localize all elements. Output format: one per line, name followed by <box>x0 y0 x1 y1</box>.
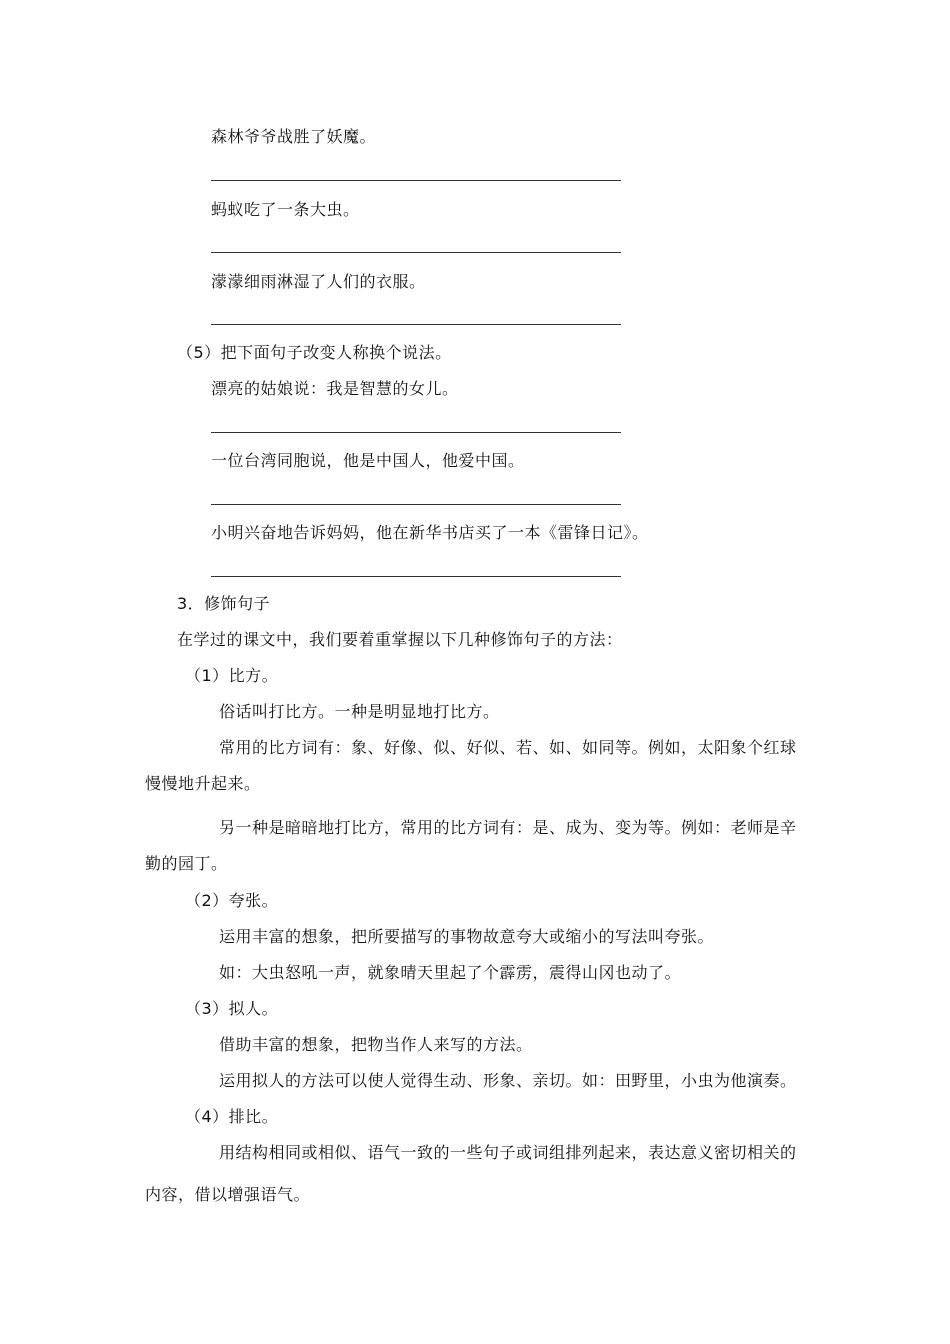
answer-blank-line[interactable] <box>211 324 621 325</box>
exercise-sentence: 蚂蚁吃了一条大虫。 <box>211 200 360 219</box>
paragraph: 如：大虫怒吼一声，就象晴天里起了个霹雳，震得山冈也动了。 <box>219 963 682 982</box>
exercise-sentence: 一位台湾同胞说，他是中国人，他爱中国。 <box>211 451 525 470</box>
subsection-heading-parallelism: （4）排比。 <box>185 1107 279 1126</box>
paragraph: 另一种是暗暗地打比方，常用的比方词有：是、成为、变为等。例如：老师是辛 <box>219 818 797 837</box>
answer-blank-line[interactable] <box>211 180 621 181</box>
exercise-sentence: 小明兴奋地告诉妈妈，他在新华书店买了一本《雷锋日记》。 <box>211 523 649 542</box>
answer-blank-line[interactable] <box>211 252 621 253</box>
answer-blank-line[interactable] <box>211 576 621 577</box>
paragraph: 常用的比方词有：象、好像、似、好似、若、如、如同等。例如，太阳象个红球 <box>219 738 797 757</box>
exercise-sentence: 濛濛细雨淋湿了人们的衣服。 <box>211 272 426 291</box>
paragraph: 借助丰富的想象，把物当作人来写的方法。 <box>219 1035 533 1054</box>
exercise-sentence: 森林爷爷战胜了妖魔。 <box>211 127 377 146</box>
paragraph-continuation: 勤的园丁。 <box>145 854 228 873</box>
paragraph-continuation: 内容，借以增强语气。 <box>145 1185 311 1204</box>
subsection-heading-hyperbole: （2）夸张。 <box>185 891 279 910</box>
section-intro: 在学过的课文中，我们要着重掌握以下几种修饰句子的方法： <box>177 630 623 649</box>
answer-blank-line[interactable] <box>211 432 621 433</box>
section-title: 3．修饰句子 <box>177 594 271 613</box>
answer-blank-line[interactable] <box>211 504 621 505</box>
exercise-heading: （5）把下面句子改变人称换个说法。 <box>177 343 452 362</box>
paragraph: 运用拟人的方法可以使人觉得生动、形象、亲切。如：田野里，小虫为他演奏。 <box>219 1071 797 1090</box>
subsection-heading-simile: （1）比方。 <box>185 666 279 685</box>
paragraph: 用结构相同或相似、语气一致的一些句子或词组排列起来，表达意义密切相关的 <box>219 1143 797 1162</box>
subsection-heading-personification: （3）拟人。 <box>185 999 279 1018</box>
paragraph: 运用丰富的想象，把所要描写的事物故意夸大或缩小的写法叫夸张。 <box>219 927 715 946</box>
paragraph: 俗话叫打比方。一种是明显地打比方。 <box>219 702 500 721</box>
paragraph-continuation: 慢慢地升起来。 <box>145 774 261 793</box>
exercise-sentence: 漂亮的姑娘说：我是智慧的女儿。 <box>211 379 459 398</box>
